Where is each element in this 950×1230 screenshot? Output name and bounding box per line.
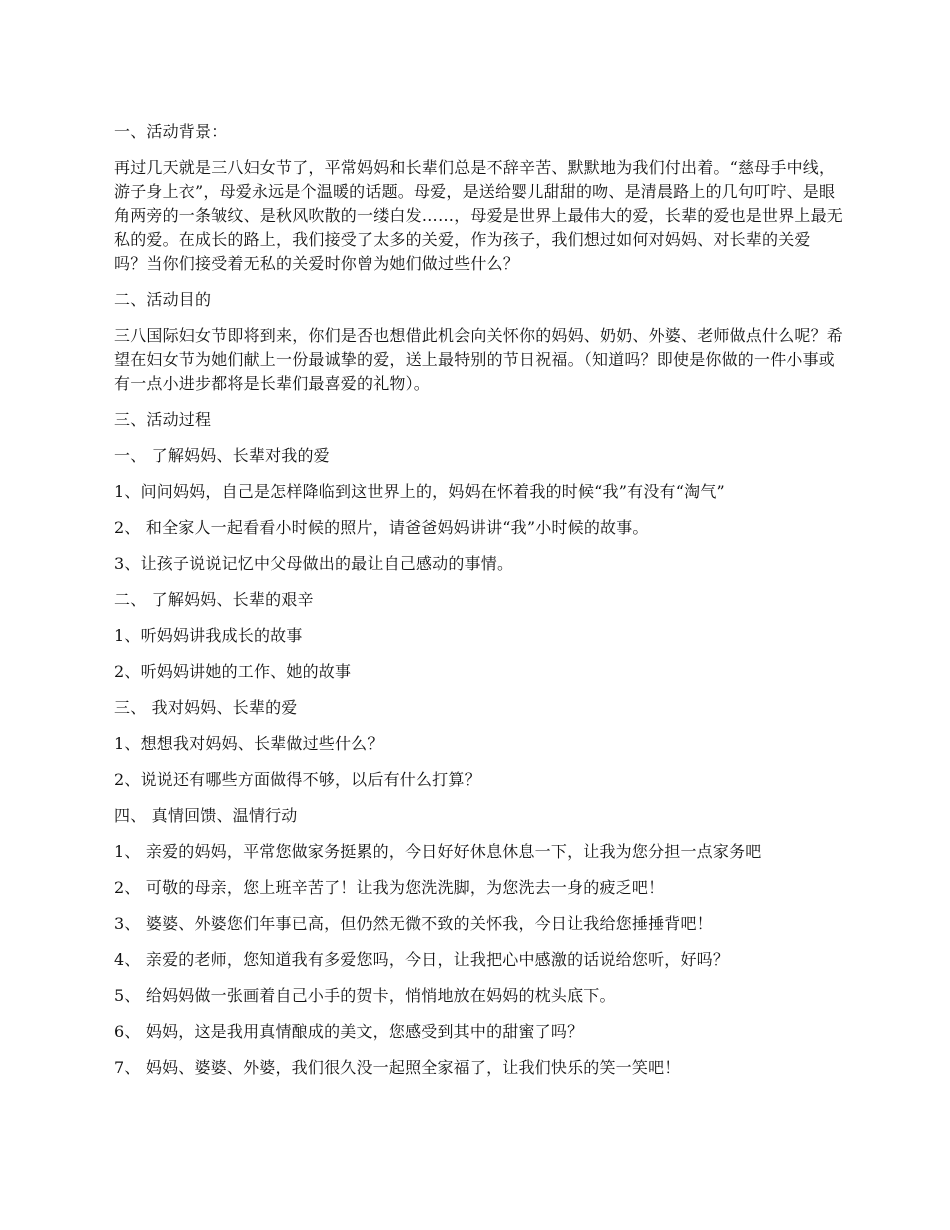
list-item: 1、听妈妈讲我成长的故事 [114,626,303,645]
list-item: 1、想想我对妈妈、长辈做过些什么？ [114,734,384,753]
list-item: 2、听妈妈讲她的工作、她的故事 [114,662,352,681]
part4-heading: 四、 真情回馈、温情行动 [114,806,298,825]
list-item: 4、 亲爱的老师，您知道我有多爱您吗，今日，让我把心中感激的话说给您听，好吗？ [114,950,730,969]
list-item: 2、 和全家人一起看看小时候的照片，请爸爸妈妈讲讲“我”小时候的故事。 [114,518,649,537]
list-item: 3、让孩子说说记忆中父母做出的最让自己感动的事情。 [114,554,514,573]
part3-heading: 三、 我对妈妈、长辈的爱 [114,698,298,717]
list-item: 6、 妈妈，这是我用真情酿成的美文，您感受到其中的甜蜜了吗？ [114,1022,584,1041]
part1-heading: 一、 了解妈妈、长辈对我的爱 [114,446,330,465]
part2-heading: 二、 了解妈妈、长辈的艰辛 [114,590,314,609]
list-item: 5、 给妈妈做一张画着自己小手的贺卡，悄悄地放在妈妈的枕头底下。 [114,986,616,1005]
purpose-paragraph: 三八国际妇女节即将到来，你们是否也想借此机会向关怀你的妈妈、奶奶、外婆、老师做点什么呢？希望在妇女节为她们献上一份最诚挚的爱，送上最特别的节日祝福。（知道吗？即使是你做的一件小事或有一点小进步都将是长辈们最喜爱的礼物）。 [114,326,844,393]
purpose-heading: 二、活动目的 [114,290,212,309]
background-paragraph: 再过几天就是三八妇女节了，平常妈妈和长辈们总是不辞辛苦、默默地为我们付出着。“慈母手中线，游子身上衣”，母爱永远是个温暖的话题。母爱，是送给婴儿甜甜的吻、是清晨路上的几句叮咛、是眼角两旁的一条皱纹、是秋风吹散的一缕白发……，母爱是世界上最伟大的爱，长辈的爱也是世界上最无私的爱。在成长的路上，我们接受了太多的关爱，作为孩子，我们想过如何对妈妈、对长辈的关爱 吗？当你们接受着无私的关爱时你曾为她们做过些什么？ [114,158,844,273]
list-item: 7、 妈妈、婆婆、外婆，我们很久没一起照全家福了，让我们快乐的笑一笑吧！ [114,1058,681,1077]
list-item: 3、 婆婆、外婆您们年事已高，但仍然无微不致的关怀我，今日让我给您捶捶背吧！ [114,914,713,933]
document-page [114,120,844,1092]
list-item: 1、问问妈妈，自己是怎样降临到这世界上的，妈妈在怀着我的时候“我”有没有“淘气” [114,482,725,501]
list-item: 2、说说还有哪些方面做得不够，以后有什么打算？ [114,770,481,789]
background-heading: 一、活动背景： [114,122,228,141]
list-item: 2、 可敬的母亲，您上班辛苦了！让我为您洗洗脚，为您洗去一身的疲乏吧！ [114,878,665,897]
process-heading: 三、活动过程 [114,410,212,429]
list-item: 1、 亲爱的妈妈，平常您做家务挺累的，今日好好休息休息一下，让我为您分担一点家务吧 [114,842,762,861]
